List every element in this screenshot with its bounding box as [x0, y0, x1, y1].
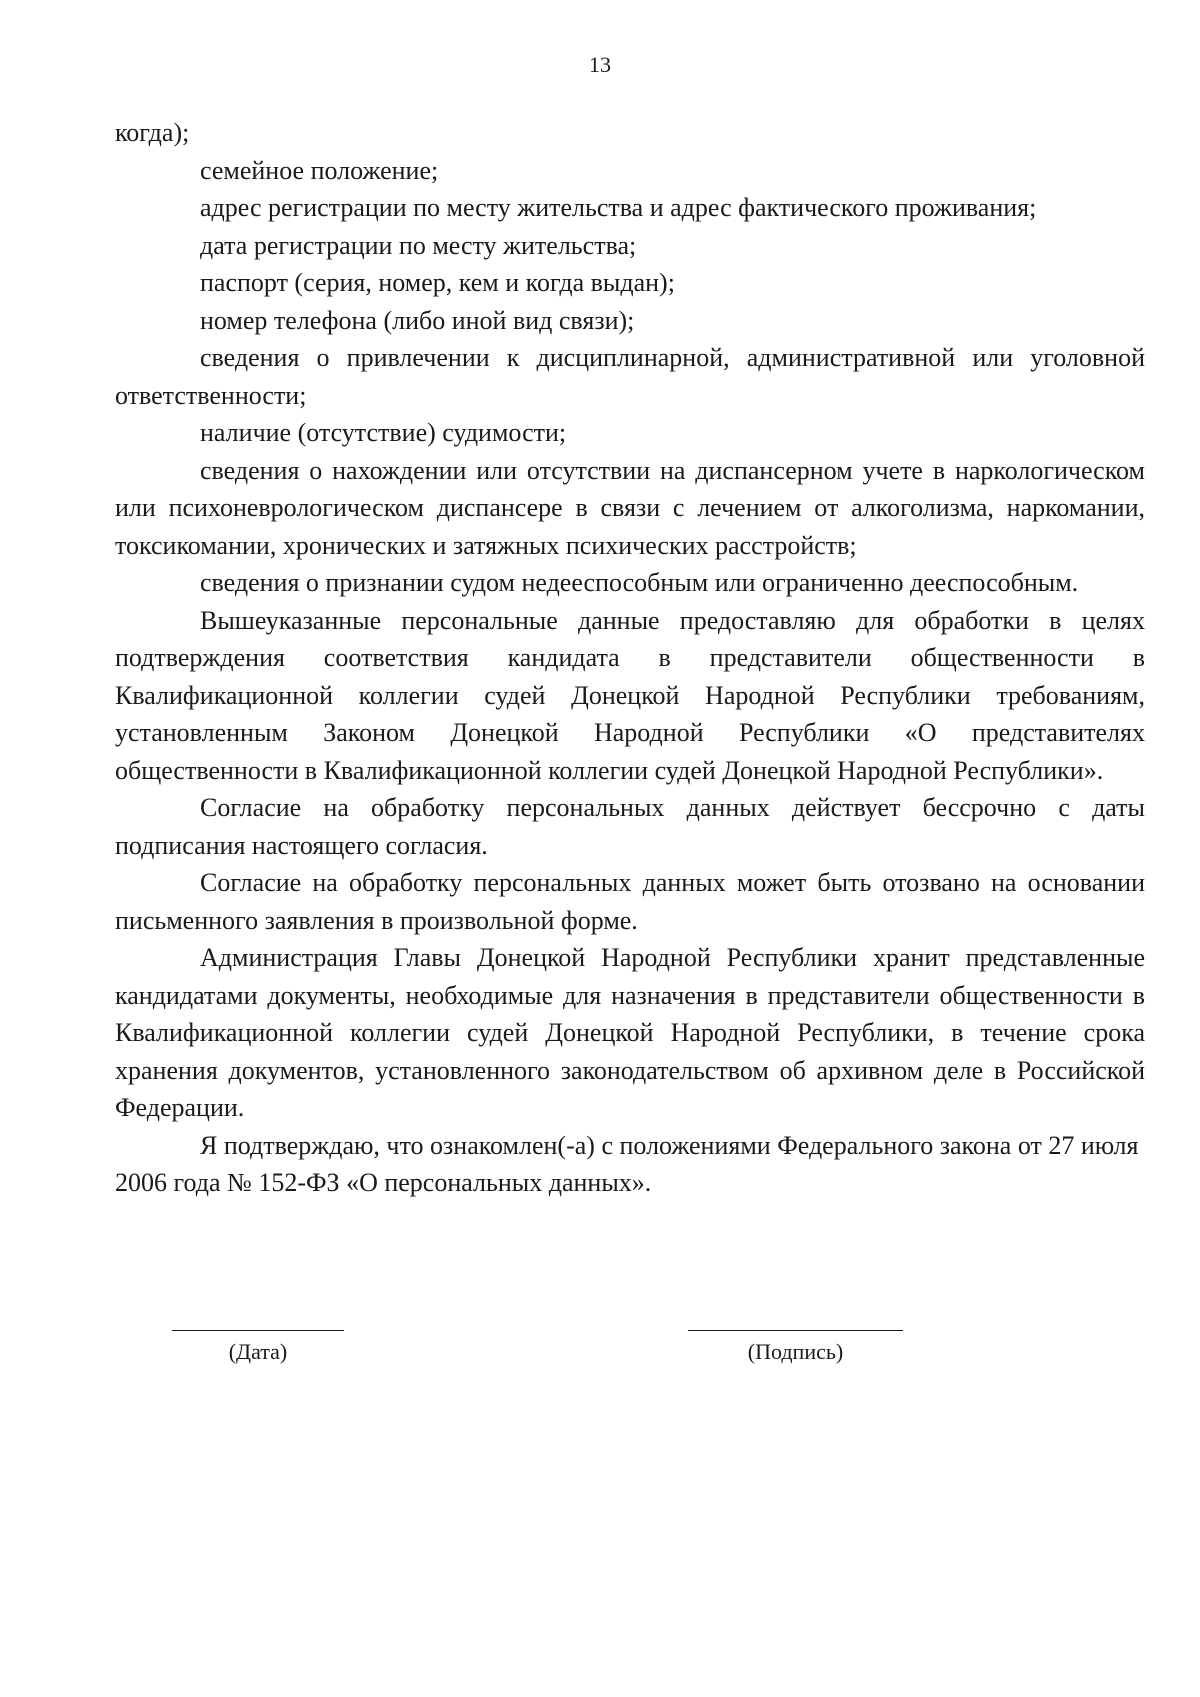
- signature-line: [688, 1330, 903, 1331]
- document-body: [115, 114, 1145, 1202]
- signature-block: [688, 1330, 903, 1365]
- date-signature-block: [172, 1330, 344, 1365]
- date-line: [172, 1330, 344, 1331]
- paragraph-address: адрес регистрации по месту жительства и адрес фактического проживания;: [200, 193, 1037, 222]
- paragraph-marital-status: семейное положение;: [200, 155, 439, 185]
- paragraph-criminal-record: наличие (отсутствие) судимости;: [200, 418, 567, 447]
- paragraph-incapacity: сведения о признании судом недееспособным или ограниченно дееспособным.: [200, 568, 1079, 597]
- paragraph-phone: номер телефона (либо иной вид связи);: [200, 305, 635, 335]
- signature-caption: (Подпись): [747, 1339, 844, 1364]
- paragraph-consent-duration: Согласие на обработку персональных данных действует бессрочно с даты подписания настоящего согласия.: [115, 793, 1145, 860]
- paragraph-registration-date: дата регистрации по месту жительства;: [200, 230, 637, 260]
- date-caption: (Дата): [228, 1339, 288, 1364]
- paragraph-consent-revocation: Согласие на обработку персональных данных может быть отозвано на основании письменного заявления в произвольной форме.: [115, 868, 1145, 935]
- paragraph-dispensary: сведения о нахождении или отсутствии на диспансерном учете в наркологическом или психоневрологическом диспансере в связи с лечением от алкоголизма, наркомании, токсикомании, хронических и затяжных психических расстройств;: [115, 455, 1145, 560]
- paragraph-processing-purpose: Вышеуказанные персональные данные предоставляю для обработки в целях подтверждения соответствия кандидата в представители общественности в Квалификационной коллегии судей Донецкой Народной Республики требованиям, установленным Законом Донецкой Народной Республики «О представителях общественности в Квалификационной коллегии судей Донецкой Народной Республики».: [115, 605, 1145, 785]
- page-number: 13: [589, 52, 611, 77]
- paragraph-liability: сведения о привлечении к дисциплинарной, административной или уголовной ответственности;: [115, 343, 1145, 410]
- paragraph-document-storage: Администрация Главы Донецкой Народной Республики хранит представленные кандидатами документы, необходимые для назначения в представители общественности в Квалификационной коллегии судей Донецкой Народной Республики, в течение срока хранения документов, установленного законодательством об архивном деле в Российской Федерации.: [115, 943, 1145, 1122]
- paragraph-continuation: когда);: [115, 118, 190, 147]
- paragraph-acknowledgement: Я подтверждаю, что ознакомлен(-а) с положениями Федерального закона от 27 июля 2006 года № 152-ФЗ «О персональных данных».: [115, 1130, 1139, 1197]
- paragraph-passport: паспорт (серия, номер, кем и когда выдан);: [200, 268, 675, 297]
